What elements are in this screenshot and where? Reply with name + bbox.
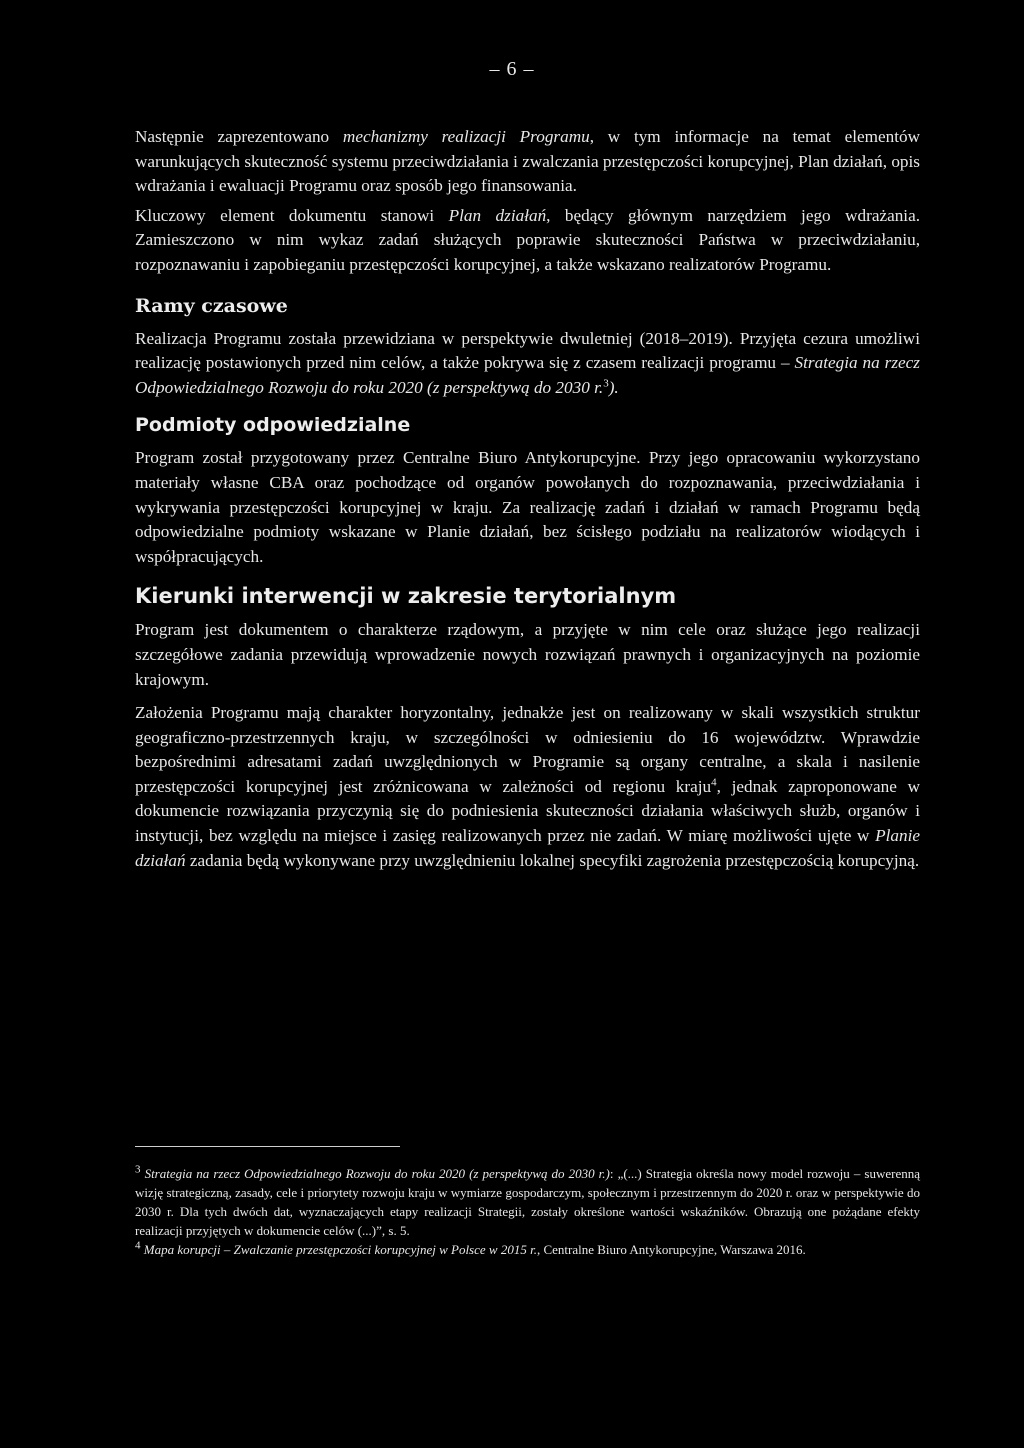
footnote-ref-3[interactable]: 3 <box>603 377 609 390</box>
text-span: Następnie zaprezentowano <box>135 127 343 146</box>
text-span: Realizacja Programu została przewidziana w perspektywie dwuletniej (2018–2019). Przyjęta cezura umożliwi realizację postawionych przed nim celów, a także pokrywa się z czasem realizacji programu – <box>135 328 920 373</box>
text-span: , jednak zaproponowane w dokumencie rozwiązania przyczynią się do podniesienia skuteczności działania właściwych służb, organów i instytucji, bez względu na miejsce i zasięg realizowanych przez nie zadań. W miarę możliwości ujęte w <box>135 776 920 846</box>
emphasis: Strategia na rzecz Odpowiedzialnego Rozwoju do roku 2020 (z perspektywą do 2030 r. <box>135 353 920 397</box>
footnote-3 <box>135 1164 920 1240</box>
footnote-source-title: Mapa korupcji – Zwalczanie przestępczości korupcyjnej w Polsce w 2015 r. <box>143 1242 537 1257</box>
heading-time-frame: Ramy czasowe <box>135 294 288 317</box>
paragraph-mechanisms <box>135 125 920 199</box>
paragraph-time-frame <box>135 327 920 401</box>
paragraph-governmental: Program jest dokumentem o charakterze rządowym, a przyjęte w nim cele oraz służące jego realizacji szczegółowe zadania przewidują wprowadzenie nowych rozwiązań prawnych i organizacyjnych na poziomie krajowym. <box>135 620 920 689</box>
paragraph-responsible-entities: Program został przygotowany przez Centralne Biuro Antykorupcyjne. Przy jego opracowaniu wykorzystano materiały własne CBA oraz pochodzące od organów powołanych do rozpoznawania, przeciwdziałania i wykrywania przestępczości korupcyjnej w kraju. Za realizację zadań i działań w ramach Programu będą odpowiedzialne podmioty wskazane w Planie działań, bez ścisłego podziału na realizatorów wiodących i współpracujących. <box>135 448 920 566</box>
paragraph-action-plan <box>135 204 920 278</box>
text-span: Założenia Programu mają charakter horyzontalny, jednakże jest on realizowany w skali wszystkich struktur geograficzno-przestrzennych kraju, w szczególności w odniesieniu do 16 województw. Wprawdzie bezpośrednimi adresatami zadań uwzględnionych w Programie są organy centralne, a skala i nasilenie przestępczości korupcyjnej jest zróżnicowana w zależności od regionu kraju <box>135 703 920 796</box>
main-content <box>135 125 920 873</box>
footnote-4 <box>135 1240 920 1259</box>
emphasis: Plan działań <box>448 205 547 225</box>
heading-responsible-entities: Podmioty odpowiedzialne <box>135 414 411 437</box>
heading-territorial-intervention: Kierunki interwencji w zakresie terytorialnym <box>135 584 677 609</box>
footnote-separator <box>135 1146 400 1147</box>
footnote-number: 3 <box>135 1163 141 1176</box>
paragraph-horizontal <box>135 701 920 873</box>
text-span: Kluczowy element dokumentu stanowi <box>135 205 449 225</box>
footnote-text: : „(...) Strategia określa nowy model rozwoju – suwerenną wizję strategiczną, zasady, cele i priorytety rozwoju kraju w wymiarze gospodarczym, społecznym i przestrzennym do 2020 r. oraz w perspektywie do 2030 r. Dla tych dwóch dat, wyznaczających etapy realizacji Strategii, zostały określone wartości wskaźników. Obrazują one pożądane efekty realizacji przyjętych w dokumencie celów (...)”, s. 5. <box>135 1166 920 1238</box>
emphasis: ). <box>608 377 619 397</box>
emphasis: mechanizmy realizacji Programu <box>342 127 590 146</box>
footnote-source-title: Strategia na rzecz Odpowiedzialnego Rozwoju do roku 2020 (z perspektywą do 2030 r.) <box>144 1166 610 1181</box>
footnote-text: , Centralne Biuro Antykorupcyjne, Warszawa 2016. <box>536 1242 806 1257</box>
footnote-ref-4[interactable]: 4 <box>711 776 717 789</box>
text-span: zadania będą wykonywane przy uwzględnieniu lokalnej specyfiki zagrożenia przestępczością korupcyjną. <box>185 850 920 870</box>
text-span: , w tym informacje na temat elementów warunkujących skuteczność systemu przeciwdziałania i zwalczania przestępczości korupcyjnej, Plan działań, opis wdrażania i ewaluacji Programu oraz sposób jego finansowania. <box>135 127 920 196</box>
emphasis: Planie działań <box>135 826 920 870</box>
footnote-number: 4 <box>135 1239 141 1252</box>
text-span: , będący głównym narzędziem jego wdrażania. Zamieszczono w nim wykaz zadań służących poprawie skuteczności Państwa w przeciwdziałaniu, rozpoznawaniu i zapobieganiu przestępczości korupcyjnej, a także wskazano realizatorów Programu. <box>135 205 921 274</box>
page-number: – 6 – <box>489 58 535 80</box>
footnotes <box>135 1164 920 1259</box>
